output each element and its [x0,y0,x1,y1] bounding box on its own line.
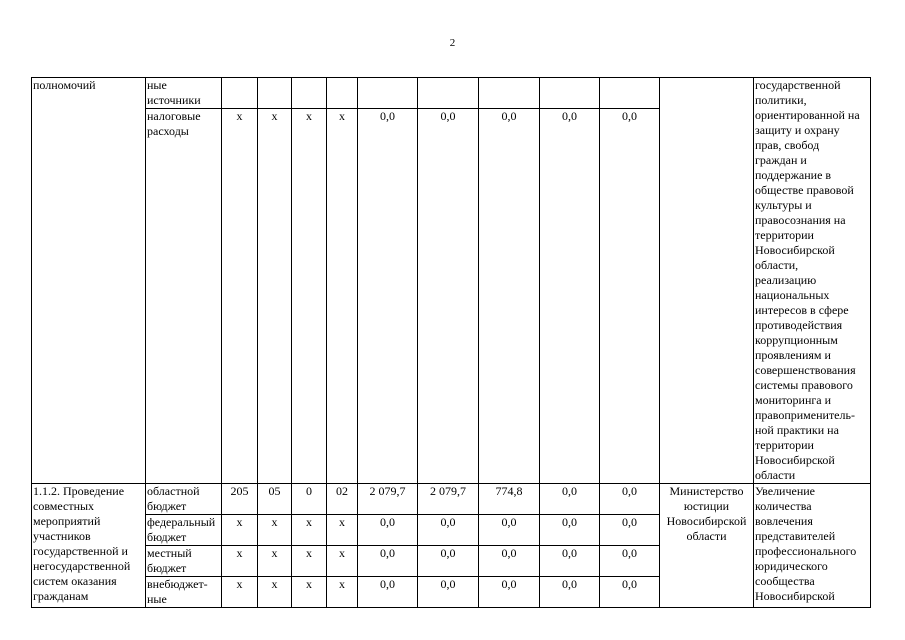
code-cell [258,78,292,109]
amount-cell [540,78,600,109]
amount-cell [600,78,660,109]
amount-cell: 0,0 [358,546,418,577]
code-cell: х [222,577,258,608]
amount-cell: 2 079,7 [358,484,418,515]
code-cell: х [327,577,358,608]
amount-cell: 0,0 [479,577,540,608]
code-cell: х [258,546,292,577]
amount-cell: 0,0 [358,515,418,546]
amount-cell: 0,0 [540,546,600,577]
code-cell: х [292,515,327,546]
funding-source-cell: федеральный бюджет [146,515,222,546]
code-cell: х [327,109,358,484]
page-number: 2 [449,37,456,49]
amount-cell: 0,0 [600,577,660,608]
table-row [32,484,871,515]
code-cell: х [222,546,258,577]
amount-cell: 0,0 [418,546,479,577]
funding-source-cell: местный бюджет [146,546,222,577]
code-cell: х [222,109,258,484]
funding-source-cell: налоговые расходы [146,109,222,484]
code-cell: 205 [222,484,258,515]
amount-cell: 0,0 [358,109,418,484]
code-cell: х [327,546,358,577]
activity-name-cell: 1.1.2. Проведение совместных мероприятий участников государственной и негосударственной систем оказания гражданам [32,484,146,608]
code-cell: 05 [258,484,292,515]
amount-cell [479,78,540,109]
amount-cell [358,78,418,109]
code-cell: х [258,109,292,484]
amount-cell: 0,0 [358,577,418,608]
amount-cell [418,78,479,109]
amount-cell: 0,0 [600,515,660,546]
program-activities-table [31,77,871,608]
expected-result-cell: государственной политики, ориентированной на защиту и охрану прав, свобод граждан и поддержание в обществе правовой культуры и правосознания на территории Новосибирской области, реализацию национальных интересов в сфере противодействия коррупционным проявлениям и совершенствования системы правового мониторинга и правоприменитель- ной практики на территории Новосибирской области [754,78,871,484]
code-cell: 0 [292,484,327,515]
amount-cell: 0,0 [540,109,600,484]
amount-cell: 0,0 [600,109,660,484]
amount-cell: 0,0 [540,484,600,515]
code-cell: х [222,515,258,546]
activity-name-cell: полномочий [32,78,146,484]
code-cell [292,78,327,109]
amount-cell: 0,0 [600,546,660,577]
amount-cell: 0,0 [479,109,540,484]
code-cell: х [258,577,292,608]
funding-source-cell: внебюджет- ные [146,577,222,608]
code-cell: х [292,109,327,484]
amount-cell: 0,0 [479,515,540,546]
amount-cell: 774,8 [479,484,540,515]
code-cell: х [292,577,327,608]
code-cell: х [258,515,292,546]
executor-cell [660,78,754,484]
code-cell [222,78,258,109]
code-cell: х [292,546,327,577]
amount-cell: 0,0 [418,577,479,608]
code-cell: 02 [327,484,358,515]
amount-cell: 0,0 [600,484,660,515]
amount-cell: 0,0 [418,109,479,484]
table-row [32,78,871,109]
expected-result-cell: Увеличение количества вовлечения представителей профессионального юридического сообщества Новосибирской [754,484,871,608]
amount-cell: 0,0 [479,546,540,577]
funding-source-cell: ные источники [146,78,222,109]
executor-cell: Министерство юстиции Новосибирской области [660,484,754,608]
code-cell: х [327,515,358,546]
funding-source-cell: областной бюджет [146,484,222,515]
amount-cell: 0,0 [418,515,479,546]
code-cell [327,78,358,109]
amount-cell: 0,0 [540,515,600,546]
amount-cell: 0,0 [540,577,600,608]
amount-cell: 2 079,7 [418,484,479,515]
